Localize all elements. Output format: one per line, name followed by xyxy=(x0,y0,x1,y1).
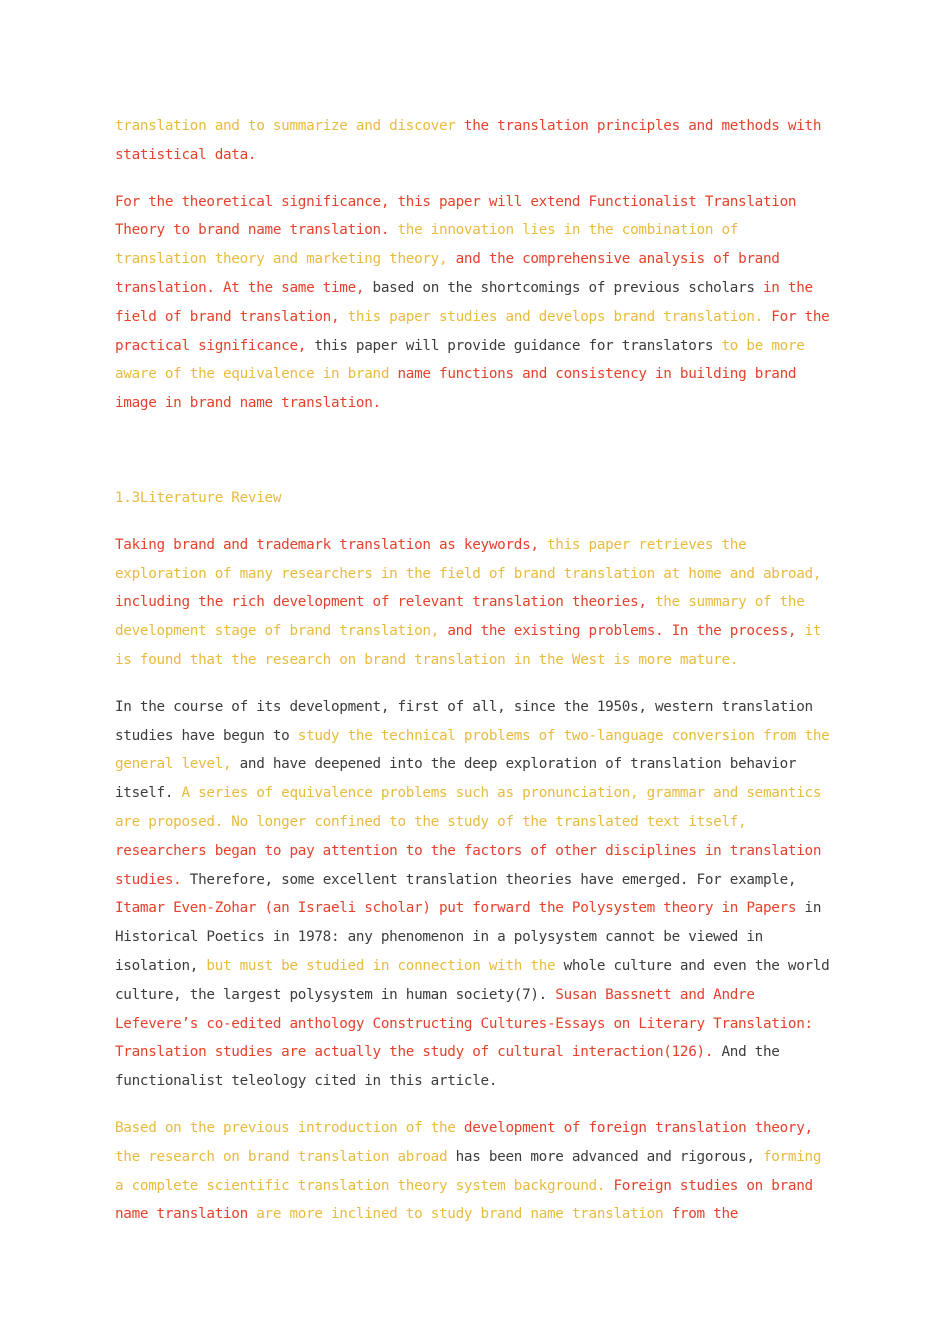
text-segment: Foreign studies on brand name translation xyxy=(115,1177,813,1223)
text-segment: this paper retrieves the exploration of many researchers in the field of brand translation at home and abroad, xyxy=(115,536,822,582)
text-segment: has been more advanced and rigorous, xyxy=(455,1148,763,1165)
text-segment: but must be studied in connection with the xyxy=(206,957,564,974)
text-segment: development of foreign translation theory, xyxy=(463,1119,813,1136)
text-segment: in the field of brand translation, xyxy=(115,279,813,325)
text-segment: Based on the previous introduction of the xyxy=(115,1119,464,1136)
text-segment: and have deepened into the deep exploration of translation behavior itself. xyxy=(115,756,797,802)
text-segment: the summary of the development stage of brand translation, xyxy=(115,594,805,640)
text-segment: For the theoretical significance, this paper will extend Functionalist Translation Theory to brand name translation. xyxy=(115,193,797,239)
text-segment: the research on brand translation abroad xyxy=(115,1148,456,1165)
text-segment: it is found that the research on brand translation in the West is more mature. xyxy=(115,623,822,668)
text-segment: And the functionalist teleology cited in this article. xyxy=(115,1044,780,1090)
text-segment: the translation principles and methods with statistical data. xyxy=(115,118,822,163)
paragraph-3 xyxy=(115,531,835,675)
section-heading: 1.3Literature Review xyxy=(115,489,282,506)
text-segment: researchers began to pay attention to the factors of other disciplines in translation studies. xyxy=(115,842,822,888)
text-segment: this paper will provide guidance for translators xyxy=(314,337,722,354)
text-segment: translation and to summarize and discover xyxy=(115,118,464,134)
text-segment: and the comprehensive analysis of brand translation. At the same time, xyxy=(115,251,780,296)
paragraph-2 xyxy=(115,188,835,418)
text-segment: the innovation lies in the combination of translation theory and marketing theory, xyxy=(115,222,739,268)
text-segment: Itamar Even-Zohar (an Israeli scholar) put forward the Polysystem theory in Papers xyxy=(115,900,805,917)
text-segment: In the course of its development, first of all, since the 1950s, western translation studies have begun to xyxy=(115,698,813,744)
text-segment: and the existing problems. In the process, xyxy=(447,623,805,640)
paragraph-1 xyxy=(115,112,835,170)
text-segment: Therefore, some excellent translation theories have emerged. For example, xyxy=(189,871,797,888)
text-segment: based on the shortcomings of previous scholars xyxy=(372,279,763,296)
text-segment: Susan Bassnett and Andre Lefevere’s co-edited anthology Constructing Cultures-Essays on Literary Translation: Translation studies are actually the study of cultural interaction(126). xyxy=(115,986,813,1061)
text-segment: are more inclined to study brand name translation xyxy=(256,1206,672,1223)
text-segment: A series of equivalence problems such as pronunciation, grammar and semantics are proposed. No longer confined to the study of the translated text itself, xyxy=(115,785,822,830)
text-segment: to be more aware of the equivalence in brand xyxy=(115,337,805,383)
text-segment: For the practical significance, xyxy=(115,308,830,354)
text-segment: Taking brand and trademark translation as keywords, xyxy=(115,536,547,553)
text-segment: in Historical Poetics in 1978: any phenomenon in a polysystem cannot be viewed in isolation, xyxy=(115,900,822,974)
document-page xyxy=(115,112,835,1247)
text-segment: study the technical problems of two-language conversion from the general level, xyxy=(115,727,830,773)
paragraph-4 xyxy=(115,693,835,1096)
text-segment: including the rich development of relevant translation theories, xyxy=(115,594,655,611)
text-segment: this paper studies and develops brand translation. xyxy=(347,308,772,325)
paragraph-5 xyxy=(115,1114,835,1229)
text-segment: name functions and consistency in building brand image in brand name translation. xyxy=(115,366,797,412)
text-segment: forming a complete scientific translation theory system background. xyxy=(115,1148,822,1194)
text-segment: from the xyxy=(671,1206,739,1223)
text-segment: whole culture and even the world culture, the largest polysystem in human society(7). xyxy=(115,957,830,1003)
